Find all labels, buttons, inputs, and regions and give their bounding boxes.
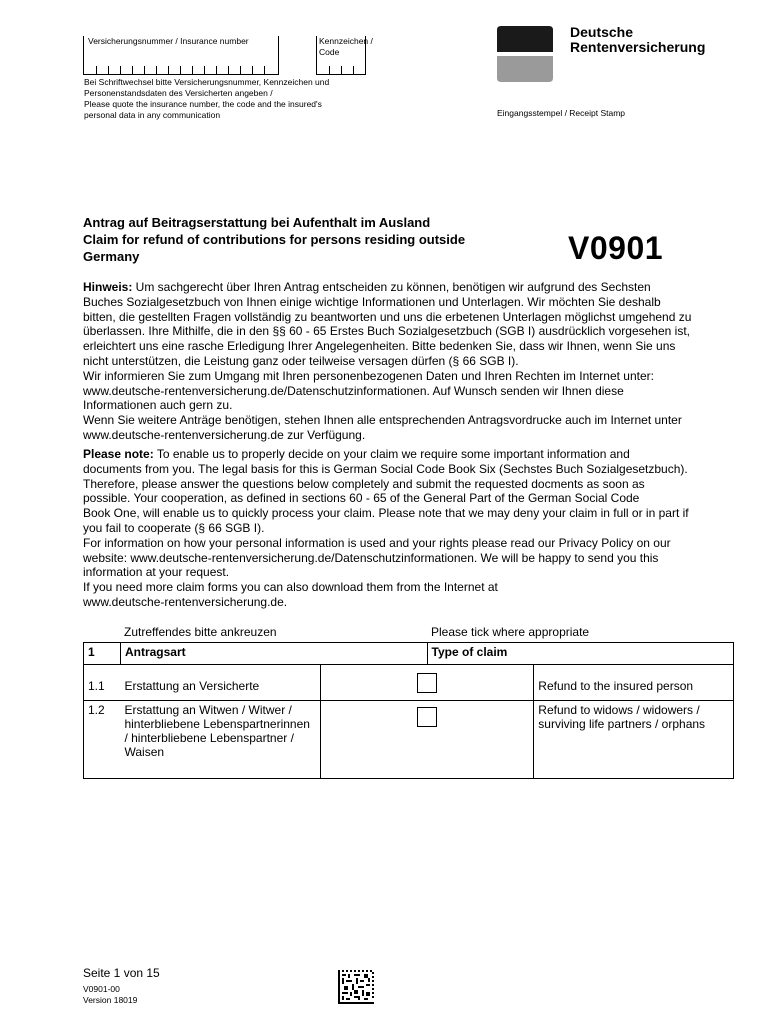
header-de: Antragsart [120, 643, 427, 665]
logo-text-line2: Rentenversicherung [570, 39, 706, 55]
logo-text [570, 25, 705, 55]
notice-de-lead: Hinweis: [83, 280, 133, 294]
datamatrix-barcode-icon [338, 970, 374, 1004]
title-de: Antrag auf Beitragserstattung bei Aufenthalt im Ausland [83, 215, 431, 230]
title-en-line1: Claim for refund of contributions for persons residing outside [83, 231, 466, 247]
row-label-de: Erstattung an Witwen / Witwer / hinterbliebene Lebenspartnerinnen / hinterbliebene Lebenspartner / Waisen [120, 701, 320, 779]
table-row [84, 665, 734, 701]
claim-type-table [83, 642, 734, 779]
insurance-number-label: Versicherungsnummer / Insurance number [88, 36, 249, 46]
receipt-stamp-label: Eingangsstempel / Receipt Stamp [497, 108, 626, 118]
row-number: 1.1 [84, 665, 121, 701]
code-label: Kennzeichen / Code [319, 36, 373, 57]
table-header-row [84, 643, 734, 665]
refund-survivors-checkbox[interactable] [417, 707, 437, 727]
header-en: Type of claim [427, 643, 733, 665]
version: Version 18019 [83, 995, 138, 1005]
row-checkbox-cell [320, 665, 534, 701]
tick-hint-de: Zutreffendes bitte ankreuzen [124, 625, 277, 639]
logo-text-line1: Deutsche [570, 24, 634, 40]
title-en-line2: Germany [83, 248, 140, 264]
form-number: V0901 [568, 230, 664, 266]
deutsche-rentenversicherung-logo [497, 26, 553, 87]
notice-en: Please note: To enable us to properly decide on your claim we require some important information and documents from you. The legal basis for this is German Social Code Book Six (Sechstes Buch Sozialgesetzbuch). Therefore, please answer the questions below completely and submit the requested docments as soon as possible. Your cooperation, as defined in sections 60 - 65 of the General Part of the German Social Code Book One, will enable us to quickly process your claim. Please note that we may deny your claim in full or in part if you fail to cooperate (§ 66 SGB I). For information on how your personal information is used and your rights please read our Privacy Policy on our website: www.deutsche-rentenversicherung.de/Datenschutzinformationen. We will be happy to send you this information at your request. If you need more claim forms you can also download them from the Internet at www.deutsche-rentenversicherung.de. [83, 447, 689, 609]
row-label-en: Refund to widows / widowers / surviving life partners / orphans [534, 701, 734, 779]
notice-en-lead: Please note: [83, 447, 154, 461]
row-label-de: Erstattung an Versicherte [120, 665, 320, 701]
refund-insured-checkbox[interactable] [417, 673, 437, 693]
form-code: V0901-00 [83, 984, 120, 994]
row-number: 1.2 [84, 701, 121, 779]
table-row [84, 701, 734, 779]
notice-de: Hinweis: Um sachgerecht über Ihren Antrag entscheiden zu können, benötigen wir aufgrund des Sechsten Buches Sozialgesetzbuch von Ihnen einige wichtige Informationen und Unterlagen. Wir möchten Sie deshalb bitten, die gestellten Fragen vollständig zu beantworten und uns die erbetenen Unterlagen möglichst umgehend zu überlassen. Ihre Mithilfe, die in den §§ 60 - 65 Erstes Buch Sozialgesetzbuch (SGB I) ausdrücklich vorgesehen ist, erleichtert uns eine rasche Erledigung Ihrer Angelegenheiten. Bitte bedenken Sie, dass wir Ihnen, wenn Sie uns nicht unterstützen, die Leistung ganz oder teilweise versagen dürfen (§ 66 SGB I). Wir informieren Sie zum Umgang mit Ihren personenbezogenen Daten und Ihren Rechten im Internet unter: www.deutsche-rentenversicherung.de/Datenschutzinformationen. Auf Wunsch senden wir Ihnen diese Informationen auch gern zu. Wenn Sie weitere Anträge benötigen, stehen Ihnen alle entsprechenden Antragsvordrucke auch im Internet unter www.deutsche-rentenversicherung.de zur Verfügung. [83, 280, 692, 442]
section-number: 1 [84, 643, 121, 665]
header-instructions: Bei Schriftwechsel bitte Versicherungsnummer, Kennzeichen und Personenstandsdaten des Versicherten angeben / Please quote the insurance number, the code and the insured's personal data in any communication [84, 77, 330, 120]
tick-hint-en: Please tick where appropriate [431, 625, 590, 639]
row-checkbox-cell [320, 701, 534, 779]
page-number: Seite 1 von 15 [83, 966, 160, 980]
form-title [83, 215, 563, 265]
logo-mark-icon [497, 26, 553, 82]
row-label-en: Refund to the insured person [534, 665, 734, 701]
